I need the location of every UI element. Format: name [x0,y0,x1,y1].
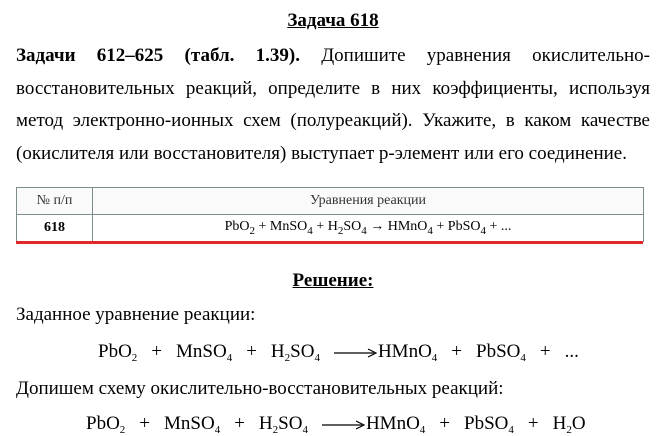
arrow-icon: → [370,219,385,234]
paragraph-given-equation: Заданное уравнение реакции: [16,304,256,325]
paragraph-redox-scheme: Допишем схему окислительно-восстановительных реакций: [16,378,504,399]
reaction-table [16,187,644,242]
solution-heading: Решение: [292,270,374,291]
page-title: Задача 618 [287,10,379,31]
long-arrow-icon [334,347,378,359]
table-header-row [17,188,644,215]
long-arrow-icon [322,419,366,431]
header-equation: Уравнения реакции [93,188,644,215]
equation-given: PbO$_2$ + MnSO$_4$ + $H_2SO_4$ HMnO$_4$ + PbSO$_4$ + ... [98,341,579,364]
row-equation: PbO$_2$ + MnSO$_4$ + $H_2SO_4$ → HMnO$_4$ + PbSO$_4$ + ... [93,215,644,242]
task-text: Допишите уравнения окислительно-восстановительных реакций, определите в них коэффициенты, используя метод электронно-ионных схем (полуреакций). Укажите, в каком качестве (окислителя или восстановителя) выступает р-элемент или его соединение. [16,45,650,164]
header-number: № п/п [17,188,93,215]
row-number: 618 [17,215,93,242]
task-statement [16,40,650,170]
red-divider [16,241,643,244]
table-row [17,215,644,242]
task-lead: Задачи 612–625 (табл. 1.39). [16,45,300,66]
equation-completed: PbO$_2$ + MnSO$_4$ + $H_2SO_4$ HMnO$_4$ + PbSO$_4$ + $H_2O$ [86,413,586,436]
